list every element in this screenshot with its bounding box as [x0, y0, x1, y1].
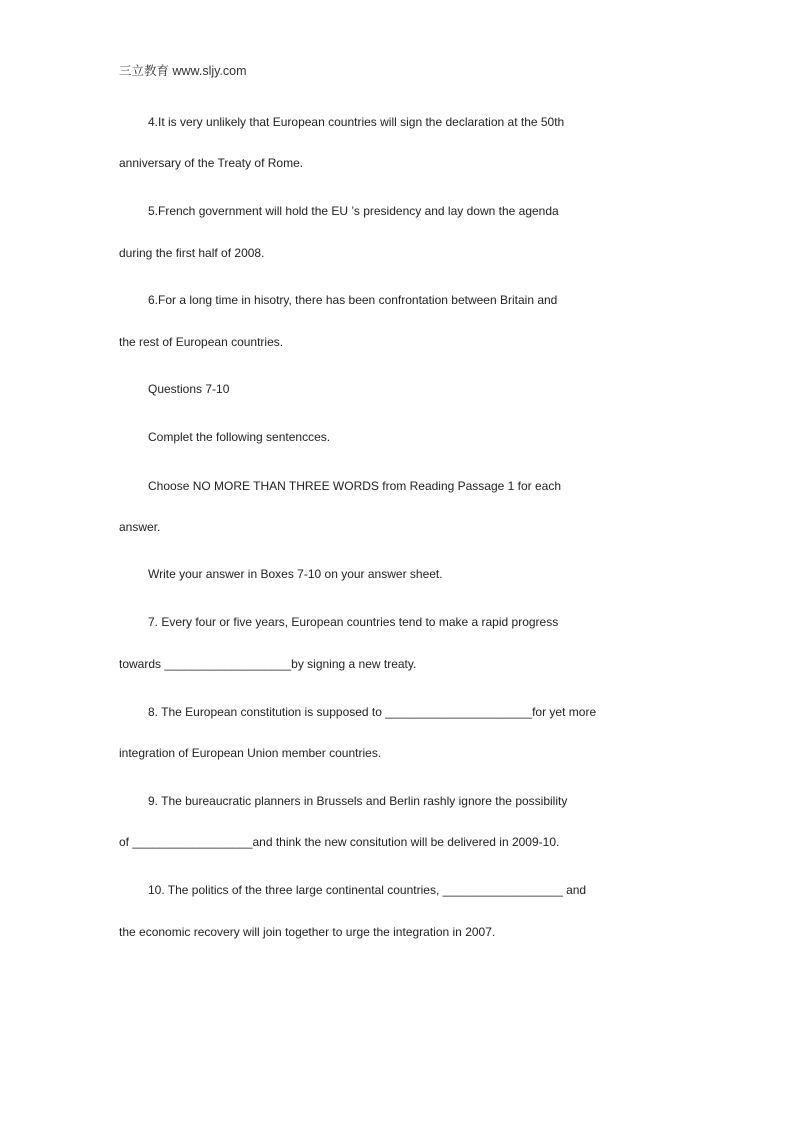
page-header: 三立教育 www.sljy.com — [119, 64, 247, 78]
statement-6-line-2: the rest of European countries. — [119, 335, 284, 349]
instruction-choose-line-1: Choose NO MORE THAN THREE WORDS from Reading Passage 1 for each — [148, 479, 562, 493]
question-10-line-1: 10. The politics of the three large continental countries, __________________ and — [148, 883, 587, 897]
instruction-write: Write your answer in Boxes 7-10 on your answer sheet. — [148, 567, 443, 581]
question-8-line-1: 8. The European constitution is supposed to ______________________for yet more — [148, 705, 597, 719]
statement-5-line-2: during the first half of 2008. — [119, 246, 265, 260]
question-10-line-2: the economic recovery will join together to urge the integration in 2007. — [119, 925, 496, 939]
statement-4-line-2: anniversary of the Treaty of Rome. — [119, 156, 304, 170]
question-8-line-2: integration of European Union member countries. — [119, 746, 382, 760]
instruction-complete: Complet the following sentencces. — [148, 430, 331, 444]
instruction-choose-line-2: answer. — [119, 520, 161, 534]
statement-4-line-1: 4.It is very unlikely that European countries will sign the declaration at the 50th — [148, 115, 565, 129]
statement-6-line-1: 6.For a long time in hisotry, there has been confrontation between Britain and — [148, 293, 558, 307]
statement-5-line-1: 5.French government will hold the EU ’s presidency and lay down the agenda — [148, 204, 559, 218]
question-7-line-2: towards ___________________by signing a new treaty. — [119, 657, 417, 671]
question-7-line-1: 7. Every four or five years, European countries tend to make a rapid progress — [148, 615, 559, 629]
question-9-line-2: of __________________and think the new consitution will be delivered in 2009-10. — [119, 835, 560, 849]
questions-heading: Questions 7-10 — [148, 382, 230, 396]
question-9-line-1: 9. The bureaucratic planners in Brussels and Berlin rashly ignore the possibility — [148, 794, 568, 808]
